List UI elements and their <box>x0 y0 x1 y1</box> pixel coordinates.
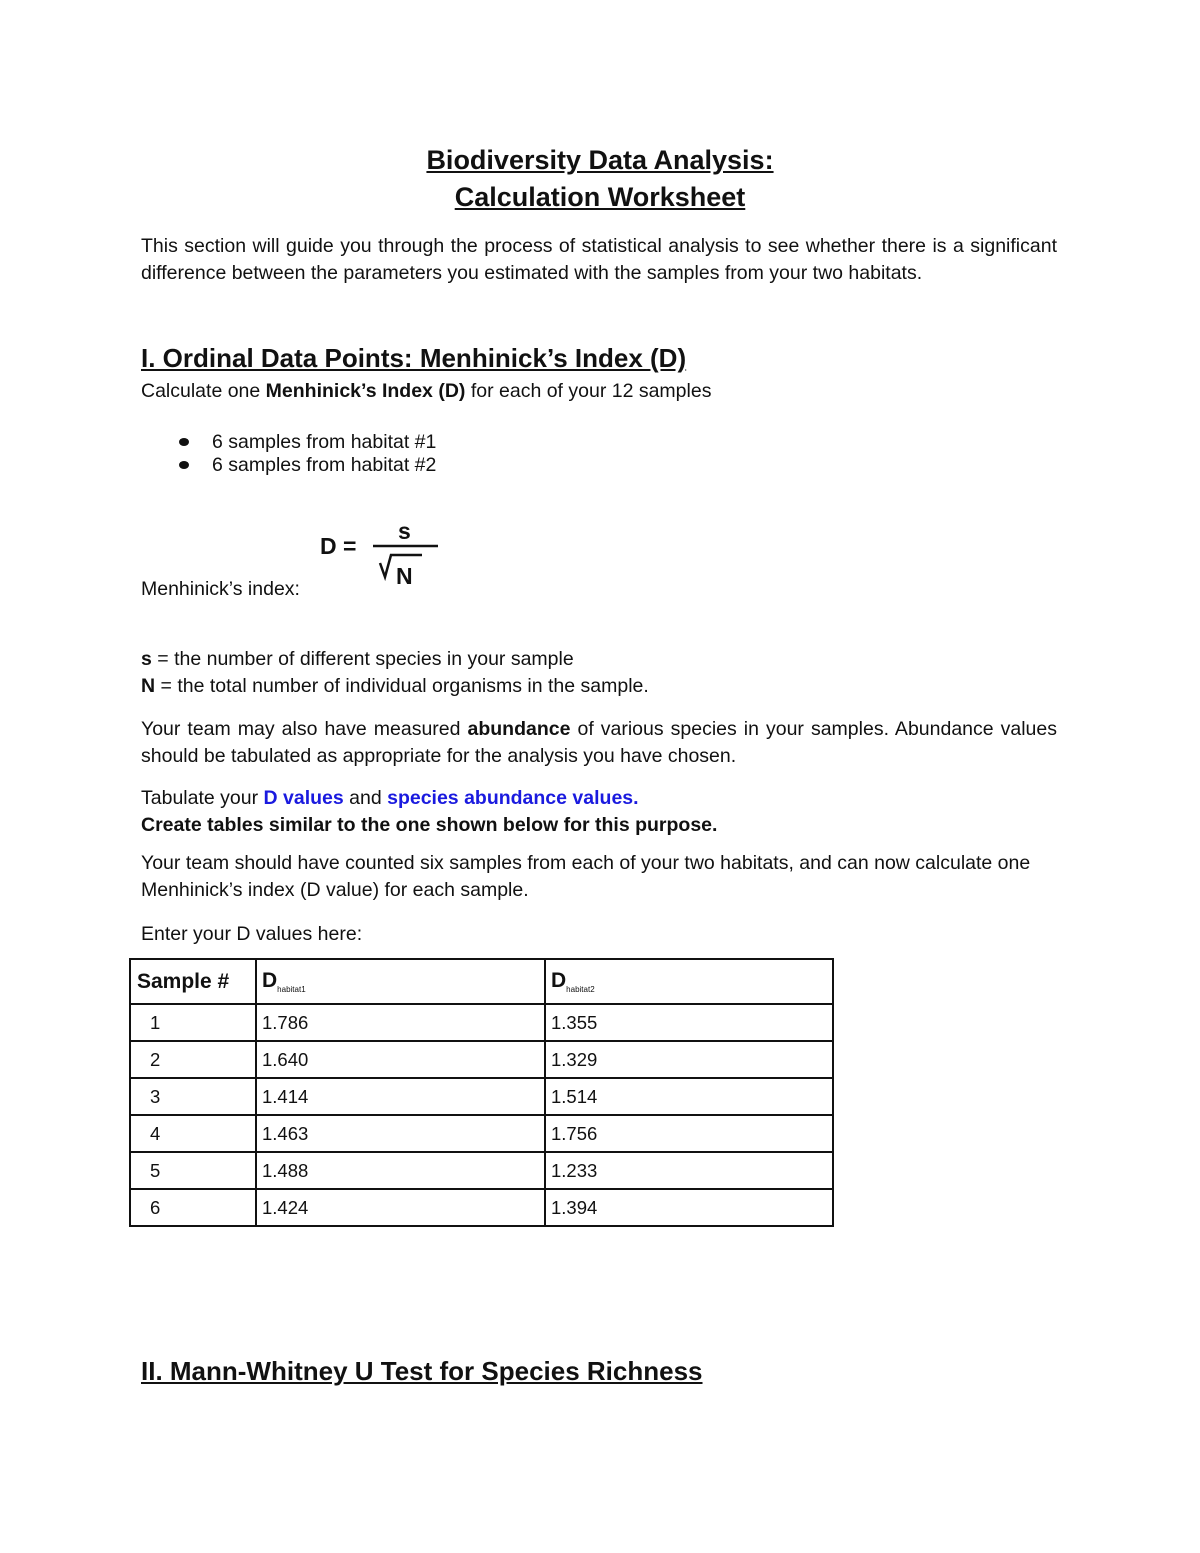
table-row <box>130 1004 833 1041</box>
d-habitat2-value: 1.329 <box>545 1041 833 1078</box>
intro-paragraph: This section will guide you through the process of statistical analysis to see whether there is a significant difference between the parameters you estimated with the samples from your two habitats. <box>141 235 1057 284</box>
d-habitat2-value: 1.233 <box>545 1152 833 1189</box>
list-item: 6 samples from habitat #2 <box>141 454 436 477</box>
calc-instruction: Calculate one Menhinick’s Index (D) for each of your 12 samples <box>141 380 712 402</box>
page-title-line1: Biodiversity Data Analysis: <box>426 145 774 175</box>
table-row <box>130 1078 833 1115</box>
create-tables-instruction: Create tables similar to the one shown below for this purpose. <box>141 814 718 836</box>
definition-n: N = the total number of individual organisms in the sample. <box>141 675 649 697</box>
d-habitat2-value: 1.756 <box>545 1115 833 1152</box>
sample-number: 6 <box>150 1196 161 1218</box>
d-habitat2-value: 1.394 <box>545 1189 833 1226</box>
formula-lhs: D = <box>320 533 357 559</box>
habitat-bullet-list <box>141 431 436 477</box>
sample-number: 4 <box>150 1122 161 1144</box>
sample-number: 5 <box>150 1159 161 1181</box>
d-habitat1-value: 1.414 <box>256 1078 545 1115</box>
sample-number: 1 <box>150 1011 161 1033</box>
d-habitat1-value: 1.640 <box>256 1041 545 1078</box>
d-habitat1-value: 1.424 <box>256 1189 545 1226</box>
d-habitat1-value: 1.463 <box>256 1115 545 1152</box>
abundance-paragraph: Your team may also have measured abundance of various species in your samples. Abundance values should be tabulated as appropriate for the analysis you have chosen. <box>141 718 1057 767</box>
definition-s: s = the number of different species in your sample <box>141 648 574 670</box>
bullet-icon <box>179 461 189 469</box>
sample-number: 3 <box>150 1085 161 1107</box>
table-row <box>130 1189 833 1226</box>
d-habitat2-value: 1.514 <box>545 1078 833 1115</box>
d-habitat2-value: 1.355 <box>545 1004 833 1041</box>
d-values-table <box>129 958 834 1227</box>
section2-heading: II. Mann-Whitney U Test for Species Richness <box>141 1356 703 1386</box>
sample-number: 2 <box>150 1048 161 1070</box>
table-row <box>130 1115 833 1152</box>
section1-heading: I. Ordinal Data Points: Menhinick’s Index (D) <box>141 343 687 373</box>
list-item: 6 samples from habitat #1 <box>141 431 436 454</box>
d-habitat1-value: 1.488 <box>256 1152 545 1189</box>
formula-label: Menhinick’s index: <box>141 578 300 600</box>
header-sample: Sample # <box>130 959 256 1004</box>
header-d-habitat2: $D_{habitat2}$ <box>545 959 833 1004</box>
page-title-line2: Calculation Worksheet <box>454 182 746 212</box>
table-row <box>130 1041 833 1078</box>
tabulate-instruction: Tabulate your D values and species abundance values. <box>141 787 639 809</box>
formula-numerator: s <box>398 518 411 544</box>
header-d-habitat1: $D_{habitat1}$ <box>256 959 545 1004</box>
d-habitat1-value: 1.786 <box>256 1004 545 1041</box>
enter-values-label: Enter your D values here: <box>141 923 363 945</box>
bullet-icon <box>179 438 189 446</box>
counted-paragraph: Your team should have counted six samples from each of your two habitats, and can now calculate one Menhinick’s index (D value) for each sample. <box>141 852 1031 901</box>
table-row <box>130 1152 833 1189</box>
table-header-row <box>130 959 833 1004</box>
formula-denominator: N <box>396 563 413 589</box>
